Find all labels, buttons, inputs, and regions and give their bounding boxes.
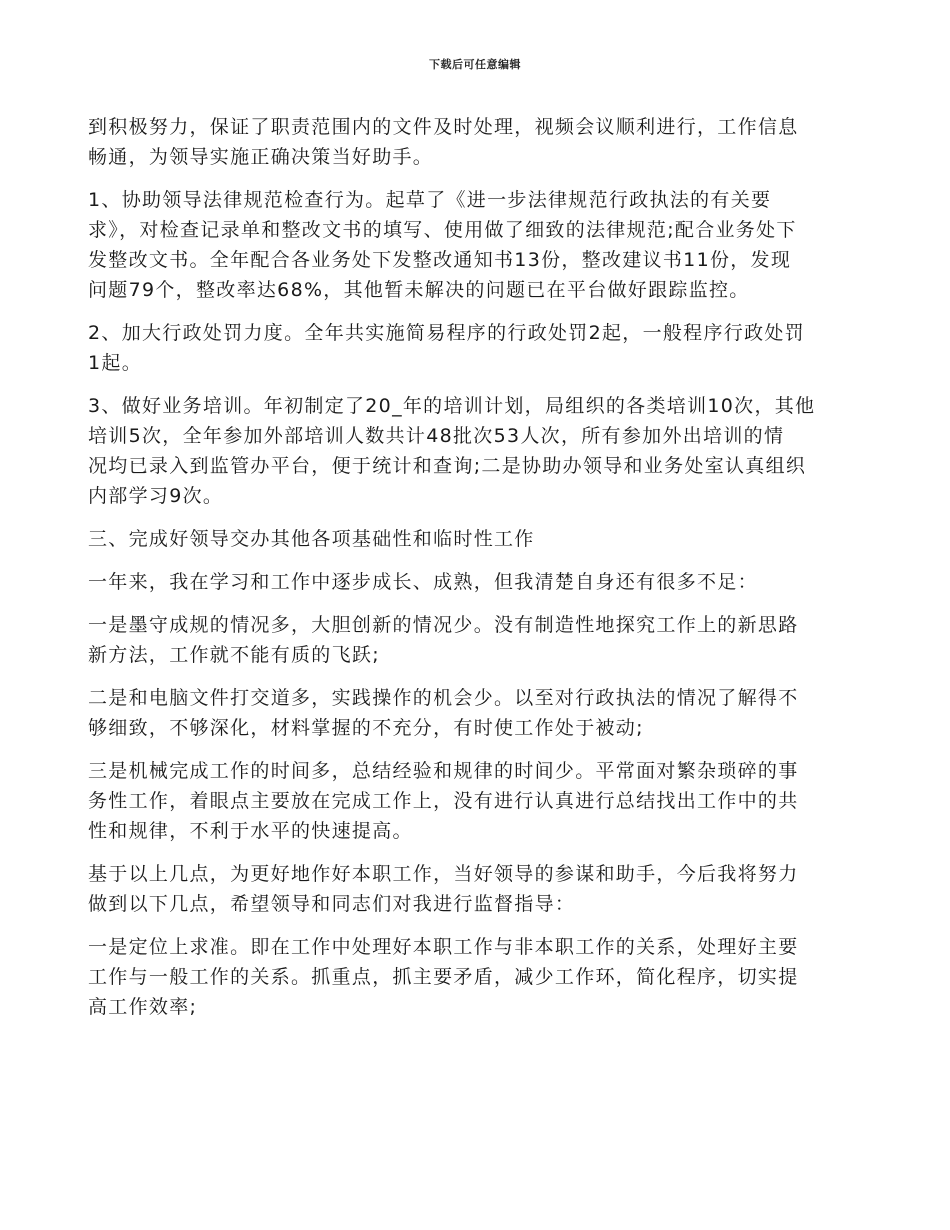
document-body — [88, 112, 868, 1035]
text-line: 性和规律，不利于水平的快速提高。 — [88, 820, 413, 842]
text-line: 1、协助领导法律规范检查行为。起草了《进一步法律规范行政执法的有关要 — [88, 189, 772, 211]
text-line: 况均已录入到监管办平台，便于统计和查询;二是协助办领导和业务处室认真组织 — [88, 455, 807, 477]
text-line: 三是机械完成工作的时间多，总结经验和规律的时间少。平常面对繁杂琐碎的事 — [88, 760, 799, 782]
text-line: 新方法，工作就不能有质的飞跃; — [88, 644, 380, 666]
paragraph — [88, 391, 868, 511]
text-line: 1起。 — [88, 352, 142, 374]
paragraph — [88, 683, 868, 743]
text-line: 够细致，不够深化，材料掌握的不充分，有时使工作处于被动; — [88, 717, 644, 739]
text-line: 2、加大行政处罚力度。全年共实施简易程序的行政处罚2起，一般程序行政处罚 — [88, 322, 805, 344]
paragraph — [88, 318, 868, 378]
text-line: 3、做好业务培训。年初制定了20_年的培训计划，局组织的各类培训10次，其他 — [88, 395, 816, 417]
section-heading — [88, 524, 868, 554]
paragraph — [88, 756, 868, 846]
text-line: 务性工作，着眼点主要放在完成工作上，没有进行认真进行总结找出工作中的共 — [88, 790, 799, 812]
text-line: 发整改文书。全年配合各业务处下发整改通知书13份，整改建议书11份，发现 — [88, 249, 792, 271]
text-line: 工作与一般工作的关系。抓重点，抓主要矛盾，减少工作环，简化程序，切实提 — [88, 966, 799, 988]
paragraph — [88, 185, 868, 305]
paragraph — [88, 112, 868, 172]
text-line: 做到以下几点，希望领导和同志们对我进行监督指导： — [88, 893, 576, 915]
paragraph — [88, 932, 868, 1022]
paragraph — [88, 610, 868, 670]
text-line: 畅通，为领导实施正确决策当好助手。 — [88, 146, 434, 168]
text-line: 一是定位上求准。即在工作中处理好本职工作与非本职工作的关系，处理好主要 — [88, 936, 799, 958]
text-line: 基于以上几点，为更好地作好本职工作，当好领导的参谋和助手，今后我将努力 — [88, 863, 799, 885]
paragraph — [88, 567, 868, 597]
text-line: 三、完成好领导交办其他各项基础性和临时性工作 — [88, 528, 535, 550]
text-line: 求》，对检查记录单和整改文书的填写、使用做了细致的法律规范;配合业务处下 — [88, 219, 797, 241]
page-header: 下载后可任意编辑 — [429, 58, 521, 71]
paragraph — [88, 859, 868, 919]
text-line: 内部学习9次。 — [88, 485, 224, 507]
text-line: 一是墨守成规的情况多，大胆创新的情况少。没有制造性地探究工作上的新思路 — [88, 614, 799, 636]
text-line: 到积极努力，保证了职责范围内的文件及时处理，视频会议顺利进行，工作信息 — [88, 116, 799, 138]
text-line: 高工作效率; — [88, 996, 198, 1018]
text-line: 培训5次，全年参加外部培训人数共计48批次53人次，所有参加外出培训的情 — [88, 425, 785, 447]
text-line: 一年来，我在学习和工作中逐步成长、成熟，但我清楚自身还有很多不足： — [88, 571, 758, 593]
text-line: 二是和电脑文件打交道多，实践操作的机会少。以至对行政执法的情况了解得不 — [88, 687, 799, 709]
text-line: 问题79个，整改率达68%，其他暂未解决的问题已在平台做好跟踪监控。 — [88, 279, 750, 301]
